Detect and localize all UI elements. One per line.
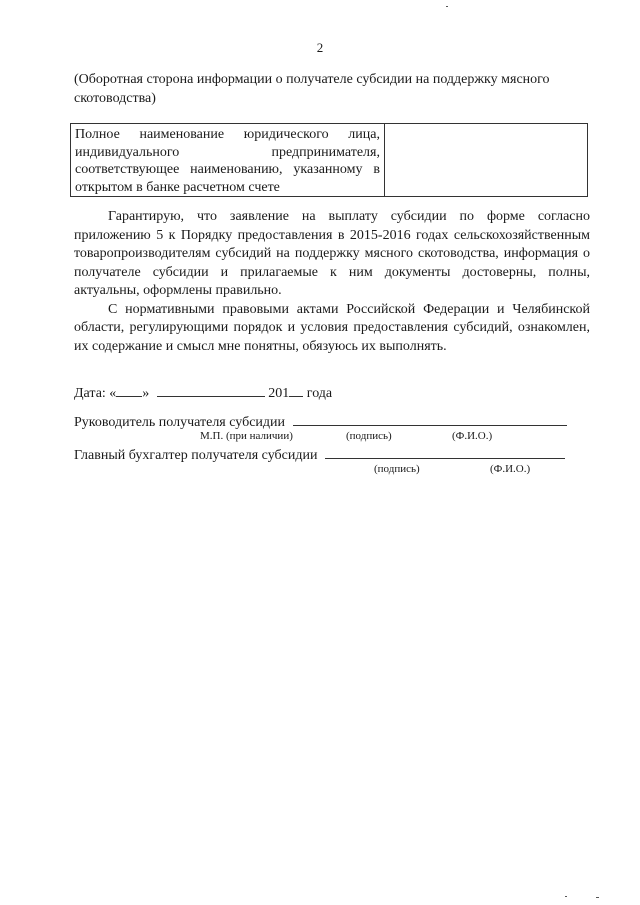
date-year-blank bbox=[289, 383, 303, 397]
recipient-name-label: Полное наименование юридического лица, индивидуального предпринимателя, соответствующее наименованию, указанному в открытом в банке расчетном счете bbox=[71, 124, 385, 197]
date-line bbox=[74, 383, 332, 402]
head-signature-label: Руководитель получателя субсидии bbox=[74, 415, 286, 430]
head-sign-caption: (подпись) bbox=[346, 430, 392, 442]
stamp-caption: М.П. (при наличии) bbox=[200, 430, 293, 442]
recipient-name-value bbox=[385, 124, 588, 197]
date-day-blank bbox=[116, 383, 142, 397]
head-signature-blank bbox=[293, 412, 567, 426]
head-name-caption: (Ф.И.О.) bbox=[452, 430, 493, 442]
date-close-quote: » bbox=[142, 386, 150, 401]
date-year-prefix: 201 bbox=[268, 386, 290, 401]
accountant-signature-row bbox=[74, 445, 565, 464]
accountant-sign-caption: (подпись) bbox=[374, 463, 420, 475]
recipient-name-table bbox=[70, 123, 588, 197]
guarantee-text bbox=[74, 208, 590, 356]
acknowledgement-paragraph: С нормативными правовыми актами Российской Федерации и Челябинской области, регулирующими порядок и условия предоставления субсидий, ознакомлен, их содержание и смысл мне понятны, обязуюсь их выполнять. bbox=[74, 301, 590, 354]
scan-mark bbox=[446, 6, 448, 7]
date-month-blank bbox=[157, 383, 265, 397]
accountant-signature-blank bbox=[325, 445, 565, 459]
guarantee-paragraph: Гарантирую, что заявление на выплату субсидии по форме согласно приложению 5 к Порядку предоставления в 2015-2016 годах сельскохозяйственным товаропроизводителям субсидий на поддержку мясного скотоводства, информация о получателе субсидии и прилагаемые к ним документы достоверны, полны, актуальны, оформлены правильно. bbox=[74, 209, 590, 298]
page-number: 2 bbox=[316, 40, 324, 55]
date-suffix: года bbox=[303, 386, 333, 401]
scan-mark bbox=[596, 897, 599, 898]
scan-mark bbox=[565, 896, 567, 897]
accountant-signature-label: Главный бухгалтер получателя субсидии bbox=[74, 448, 318, 463]
accountant-name-caption: (Ф.И.О.) bbox=[490, 463, 531, 475]
head-signature-row bbox=[74, 412, 567, 431]
date-prefix: Дата: « bbox=[74, 386, 117, 401]
table-row bbox=[71, 124, 588, 197]
document-heading: (Оборотная сторона информации о получателе субсидии на поддержку мясного скотоводства) bbox=[74, 72, 550, 106]
